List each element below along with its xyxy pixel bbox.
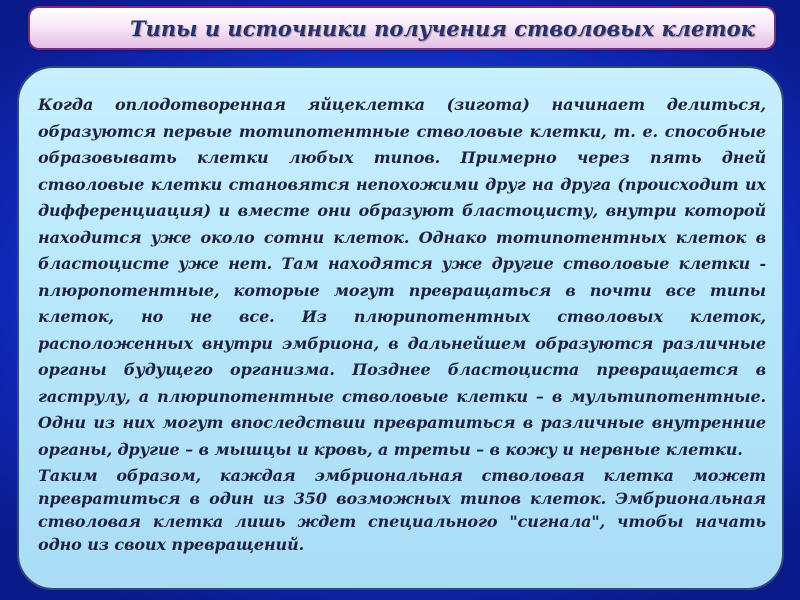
body-paragraph-1: Когда оплодотворенная яйцеклетка (зигота) начинает делиться, образуются первые тотипотентные стволовые клетки, т. е. способные образовывать клетки любых типов. Примерно через пять дней стволовые клетки становятся непохожими друг на друга (происходит их дифференциация) и вместе они образуют бластоцисту, внутри которой находится уже около сотни клеток. Однако тотипотентных клеток в бластоцисте уже нет. Там находятся уже другие стволовые клетки - плюропотентные, которые могут превращаться в почти все типы клеток, но не все. Из плюрипотентных стволовых клеток, расположенных внутри эмбриона, в дальнейшем образуются различные органы будущего организма. Позднее бластоциста превращается в гаструлу, а плюрипотентные стволовые клетки – в мультипотентные. Одни из них могут впоследствии превратиться в различные внутренние органы, другие – в мышцы и кровь, а третьи – в кожу и нервные клетки. [38,95,766,459]
slide-title-bar [28,6,776,50]
body-paragraph-2: Таким образом, каждая эмбриональная стволовая клетка может превратиться в один из 350 возможных типов клеток. Эмбриональная стволовая клетка лишь ждет специального "сигнала", чтобы начать одно из своих превращений. [38,466,766,554]
slide-title: Типы и источники получения стволовых клеток [130,16,755,41]
content-panel [17,66,784,590]
